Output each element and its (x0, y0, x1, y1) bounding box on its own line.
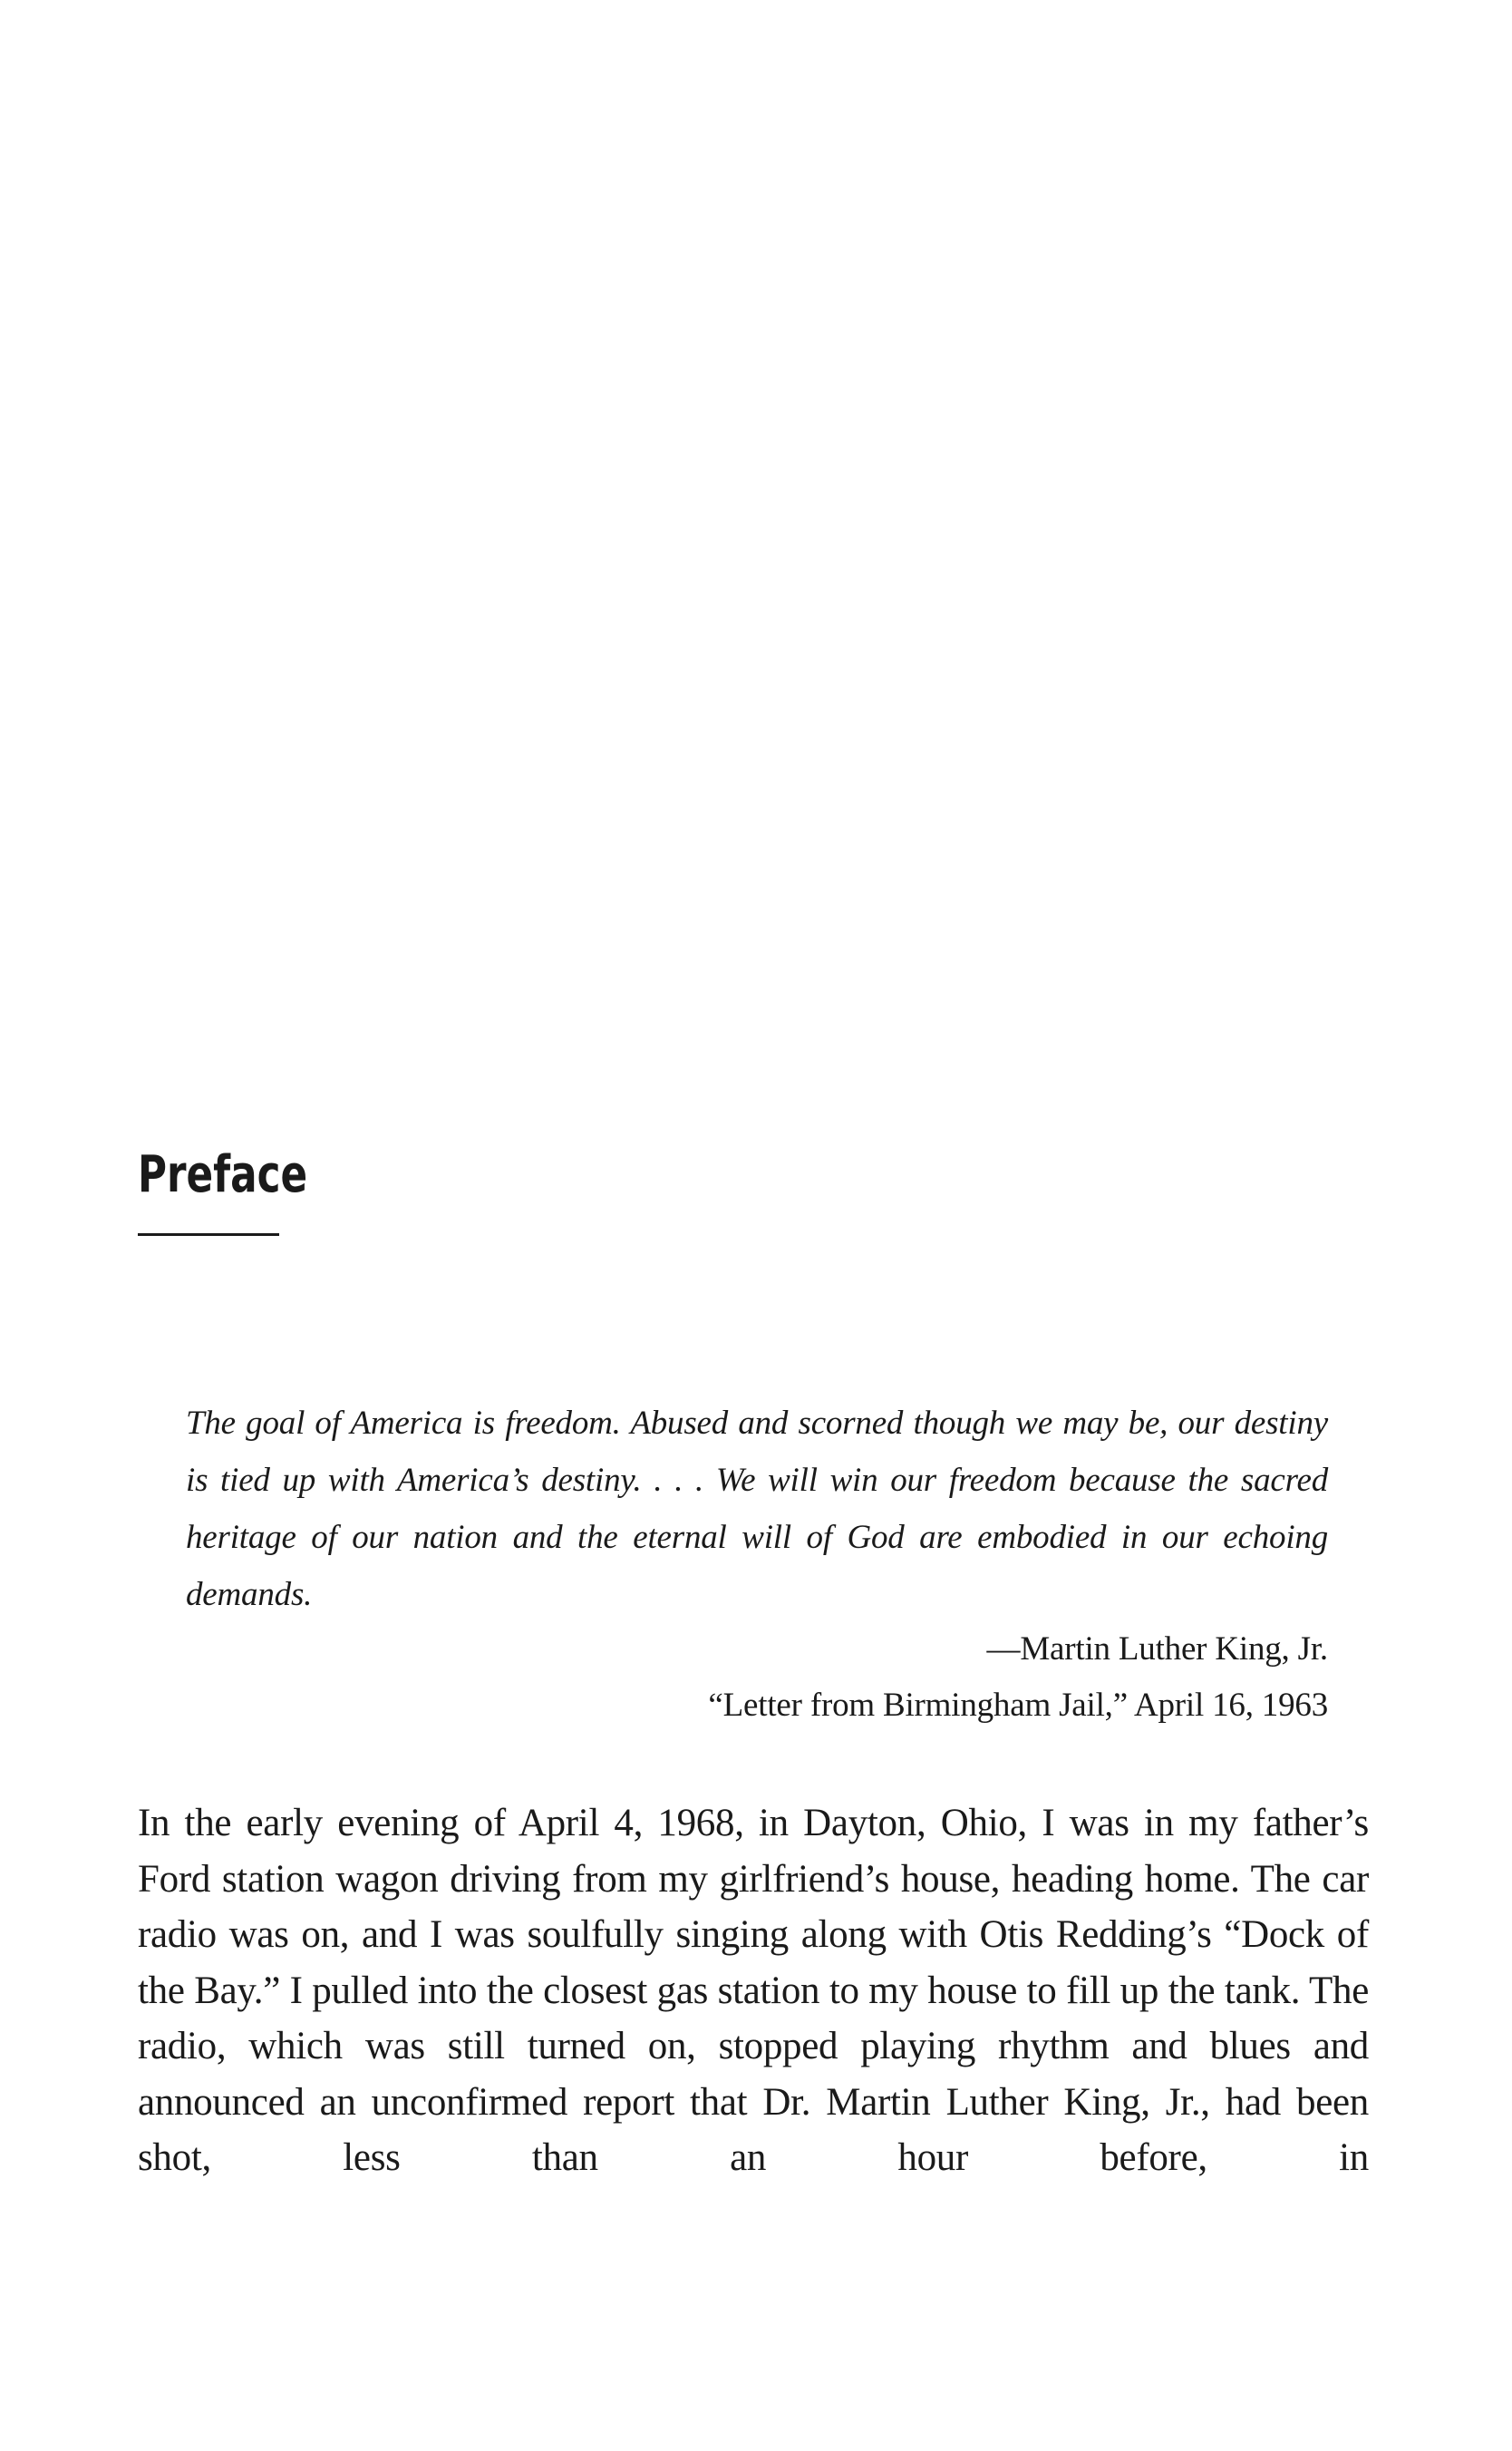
epigraph-quote: The goal of America is freedom. Abused and scorned though we may be, our destiny is tied up with America’s destiny. . . . We will win our freedom because the sacred heritage of our nation and the eternal will of God are embodied in our echoing demands. (186, 1405, 1328, 1613)
epigraph-source: “Letter from Birmingham Jail,” April 16, 1963 (708, 1687, 1328, 1724)
body-paragraph: In the early evening of April 4, 1968, in Dayton, Ohio, I was in my father’s Ford station wagon driving from my girlfriend’s house, heading home. The car radio was on, and I was soulfully singing along with Otis Redding’s “Dock of the Bay.” I pulled into the closest gas station to my house to fill up the tank. The radio, which was still turned on, stopped playing rhythm and blues and announced an unconfirmed report that Dr. Martin Luther King, Jr., had been shot, less than an hour before, in (138, 1802, 1369, 2179)
epigraph (186, 1395, 1328, 1734)
title-underline-rule (138, 1233, 279, 1236)
chapter-title: Preface (138, 1145, 308, 1204)
epigraph-author: —Martin Luther King, Jr. (986, 1630, 1328, 1668)
